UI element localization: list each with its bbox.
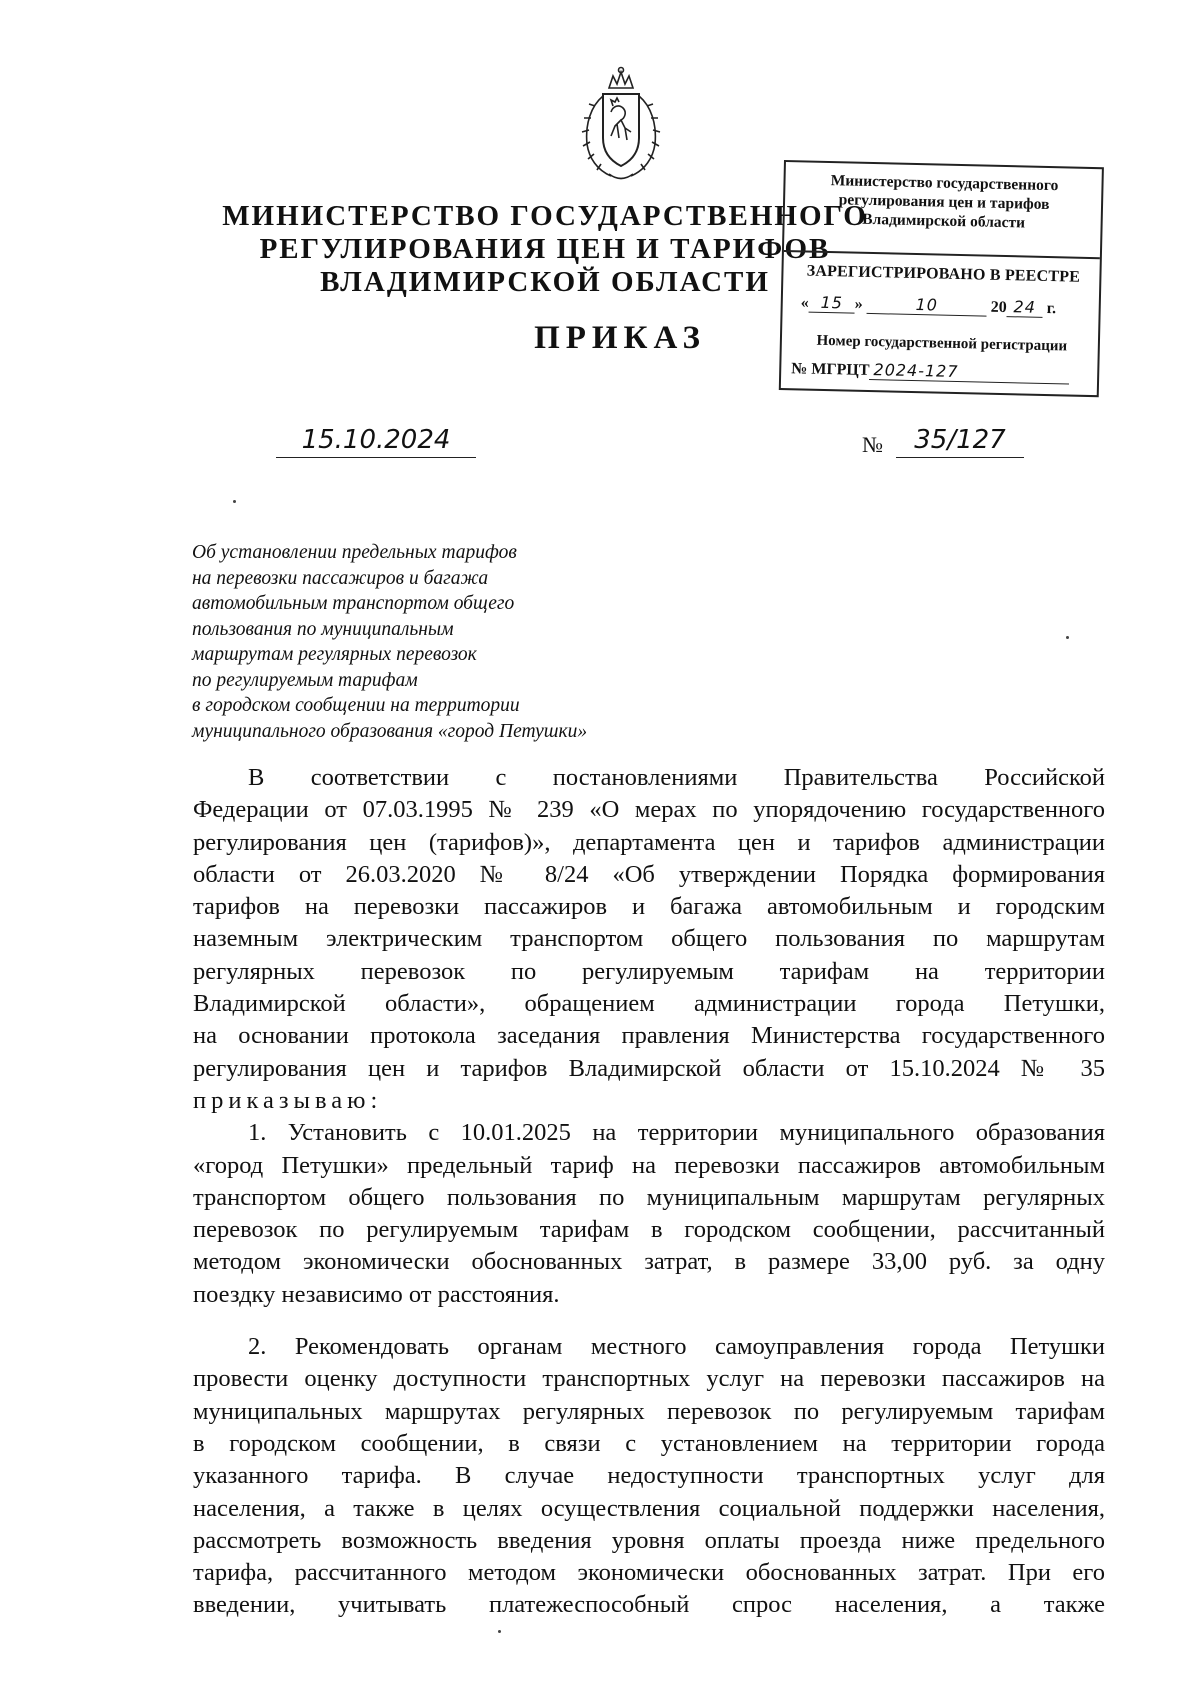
subject-line: на перевозки пассажиров и багажа <box>192 567 489 589</box>
stamp-day: 15 <box>809 293 855 314</box>
body-line: регулирования цен и тарифов Владимирской области от 15.10.2024 № 35 <box>193 1054 1105 1082</box>
order-number: 35/127 <box>896 425 1024 458</box>
body-line: регулирования цен (тарифов)», департамента цен и тарифов администрации <box>193 828 1105 856</box>
item-2-paragraph <box>193 1331 1105 1622</box>
stamp-registration-number: 2024-127 <box>869 360 1069 385</box>
body-line: муниципальных маршрутах регулярных перевозок по регулируемым тарифам <box>193 1397 1105 1425</box>
stamp-month: 10 <box>867 294 987 317</box>
body-line: перевозок по регулируемым тарифам в городском сообщении, рассчитанный <box>193 1216 1105 1244</box>
scan-speck <box>1066 636 1069 639</box>
order-word: приказываю: <box>193 1086 383 1114</box>
body-line: В соответствии с постановлениями Правительства Российской <box>248 764 1105 791</box>
stamp-quote-close: » <box>854 295 863 313</box>
scan-speck <box>498 1630 501 1633</box>
paragraph-gap <box>193 1311 1105 1331</box>
order-body <box>193 762 1105 1622</box>
body-line: тарифа, рассчитанного методом экономически обоснованных затрат. При его <box>193 1559 1105 1587</box>
stamp-divider <box>784 250 1100 259</box>
body-line: Федерации от 07.03.1995 № 239 «О мерах по упорядочению государственного <box>193 796 1105 824</box>
item-1-paragraph <box>193 1117 1105 1311</box>
body-line: 2. Рекомендовать органам местного самоуправления города Петушки <box>248 1333 1105 1361</box>
stamp-quote-open: « <box>800 294 809 312</box>
stamp-registered-label: ЗАРЕГИСТРИРОВАНО В РЕЕСТРЕ <box>806 262 1081 286</box>
coat-of-arms-icon <box>573 66 669 184</box>
body-line: провести оценку доступности транспортных услуг на перевозки пассажиров на <box>193 1365 1105 1393</box>
stamp-number-prefix: № МГРЦТ <box>791 360 870 379</box>
scan-speck <box>233 500 236 503</box>
stamp-year-prefix: 20 <box>990 298 1007 317</box>
subject-line: автомобильным транспортом общего <box>192 593 515 614</box>
body-line: методом экономически обоснованных затрат, в размере 33,00 руб. за одну <box>193 1248 1105 1276</box>
order-number-label: № <box>862 432 883 457</box>
subject-line: муниципального образования «город Петушки» <box>192 720 588 742</box>
subject-line: в городском сообщении на территории <box>192 695 520 716</box>
stamp-date <box>801 292 1091 319</box>
body-line: указанного тарифа. В случае недоступности транспортных услуг для <box>193 1462 1105 1490</box>
body-line: регулярных перевозок по регулируемым тарифам на территории <box>193 957 1105 985</box>
stamp-year-suffix: 24 <box>1006 297 1042 318</box>
subject-line: пользования по муниципальным <box>192 618 454 640</box>
body-line: населения, а также в целях осуществления социальной поддержки населения, <box>193 1494 1105 1522</box>
stamp-org-line-2: регулирования цен и тарифов <box>838 191 1050 214</box>
subject-line: по регулируемым тарифам <box>192 669 418 691</box>
subject-line: Об установлении предельных тарифов <box>192 542 517 563</box>
body-line: в городском сообщении, в связи с установлением на территории города <box>193 1429 1105 1457</box>
org-title-line-1: МИНИСТЕРСТВО ГОСУДАРСТВЕННОГО <box>222 200 868 232</box>
document-type-title: ПРИКАЗ <box>534 320 706 356</box>
stamp-org-line-3: Владимирской области <box>862 210 1026 232</box>
body-line: тарифов на перевозки пассажиров и багажа автомобильным и городским <box>193 893 1105 921</box>
order-subject <box>192 540 662 744</box>
order-date: 15.10.2024 <box>276 425 476 458</box>
stamp-org-line-1: Министерство государственного <box>830 172 1059 195</box>
stamp-number-row <box>791 358 1091 385</box>
subject-line: маршрутам регулярных перевозок <box>192 644 477 665</box>
body-line: транспортом общего пользования по муниципальным маршрутам регулярных <box>193 1183 1105 1211</box>
body-line: Владимирской области», обращением администрации города Петушки, <box>193 990 1105 1018</box>
stamp-number-label: Номер государственной регистрации <box>816 332 1068 355</box>
org-title-line-3: ВЛАДИМИРСКОЙ ОБЛАСТИ <box>320 266 770 298</box>
preamble-paragraph <box>193 762 1105 1117</box>
stamp-organization <box>790 170 1097 234</box>
body-line: введении, учитывать платежеспособный спрос населения, а также <box>193 1591 1105 1619</box>
org-title-line-2: РЕГУЛИРОВАНИЯ ЦЕН И ТАРИФОВ <box>259 233 831 265</box>
body-line: области от 26.03.2020 № 8/24 «Об утверждении Порядка формирования <box>193 860 1105 888</box>
body-line: «город Петушки» предельный тариф на перевозки пассажиров автомобильным <box>193 1151 1105 1179</box>
body-line: рассмотреть возможность введения уровня оплаты проезда ниже предельного <box>193 1526 1105 1554</box>
stamp-year-end: г. <box>1046 300 1057 318</box>
body-line: на основании протокола заседания правления Министерства государственного <box>193 1022 1105 1050</box>
body-line: поездку независимо от расстояния. <box>193 1280 560 1308</box>
body-line: наземным электрическим транспортом общего пользования по маршрутам <box>193 925 1105 953</box>
registration-stamp <box>779 160 1104 397</box>
body-line: 1. Установить с 10.01.2025 на территории муниципального образования <box>248 1119 1105 1147</box>
